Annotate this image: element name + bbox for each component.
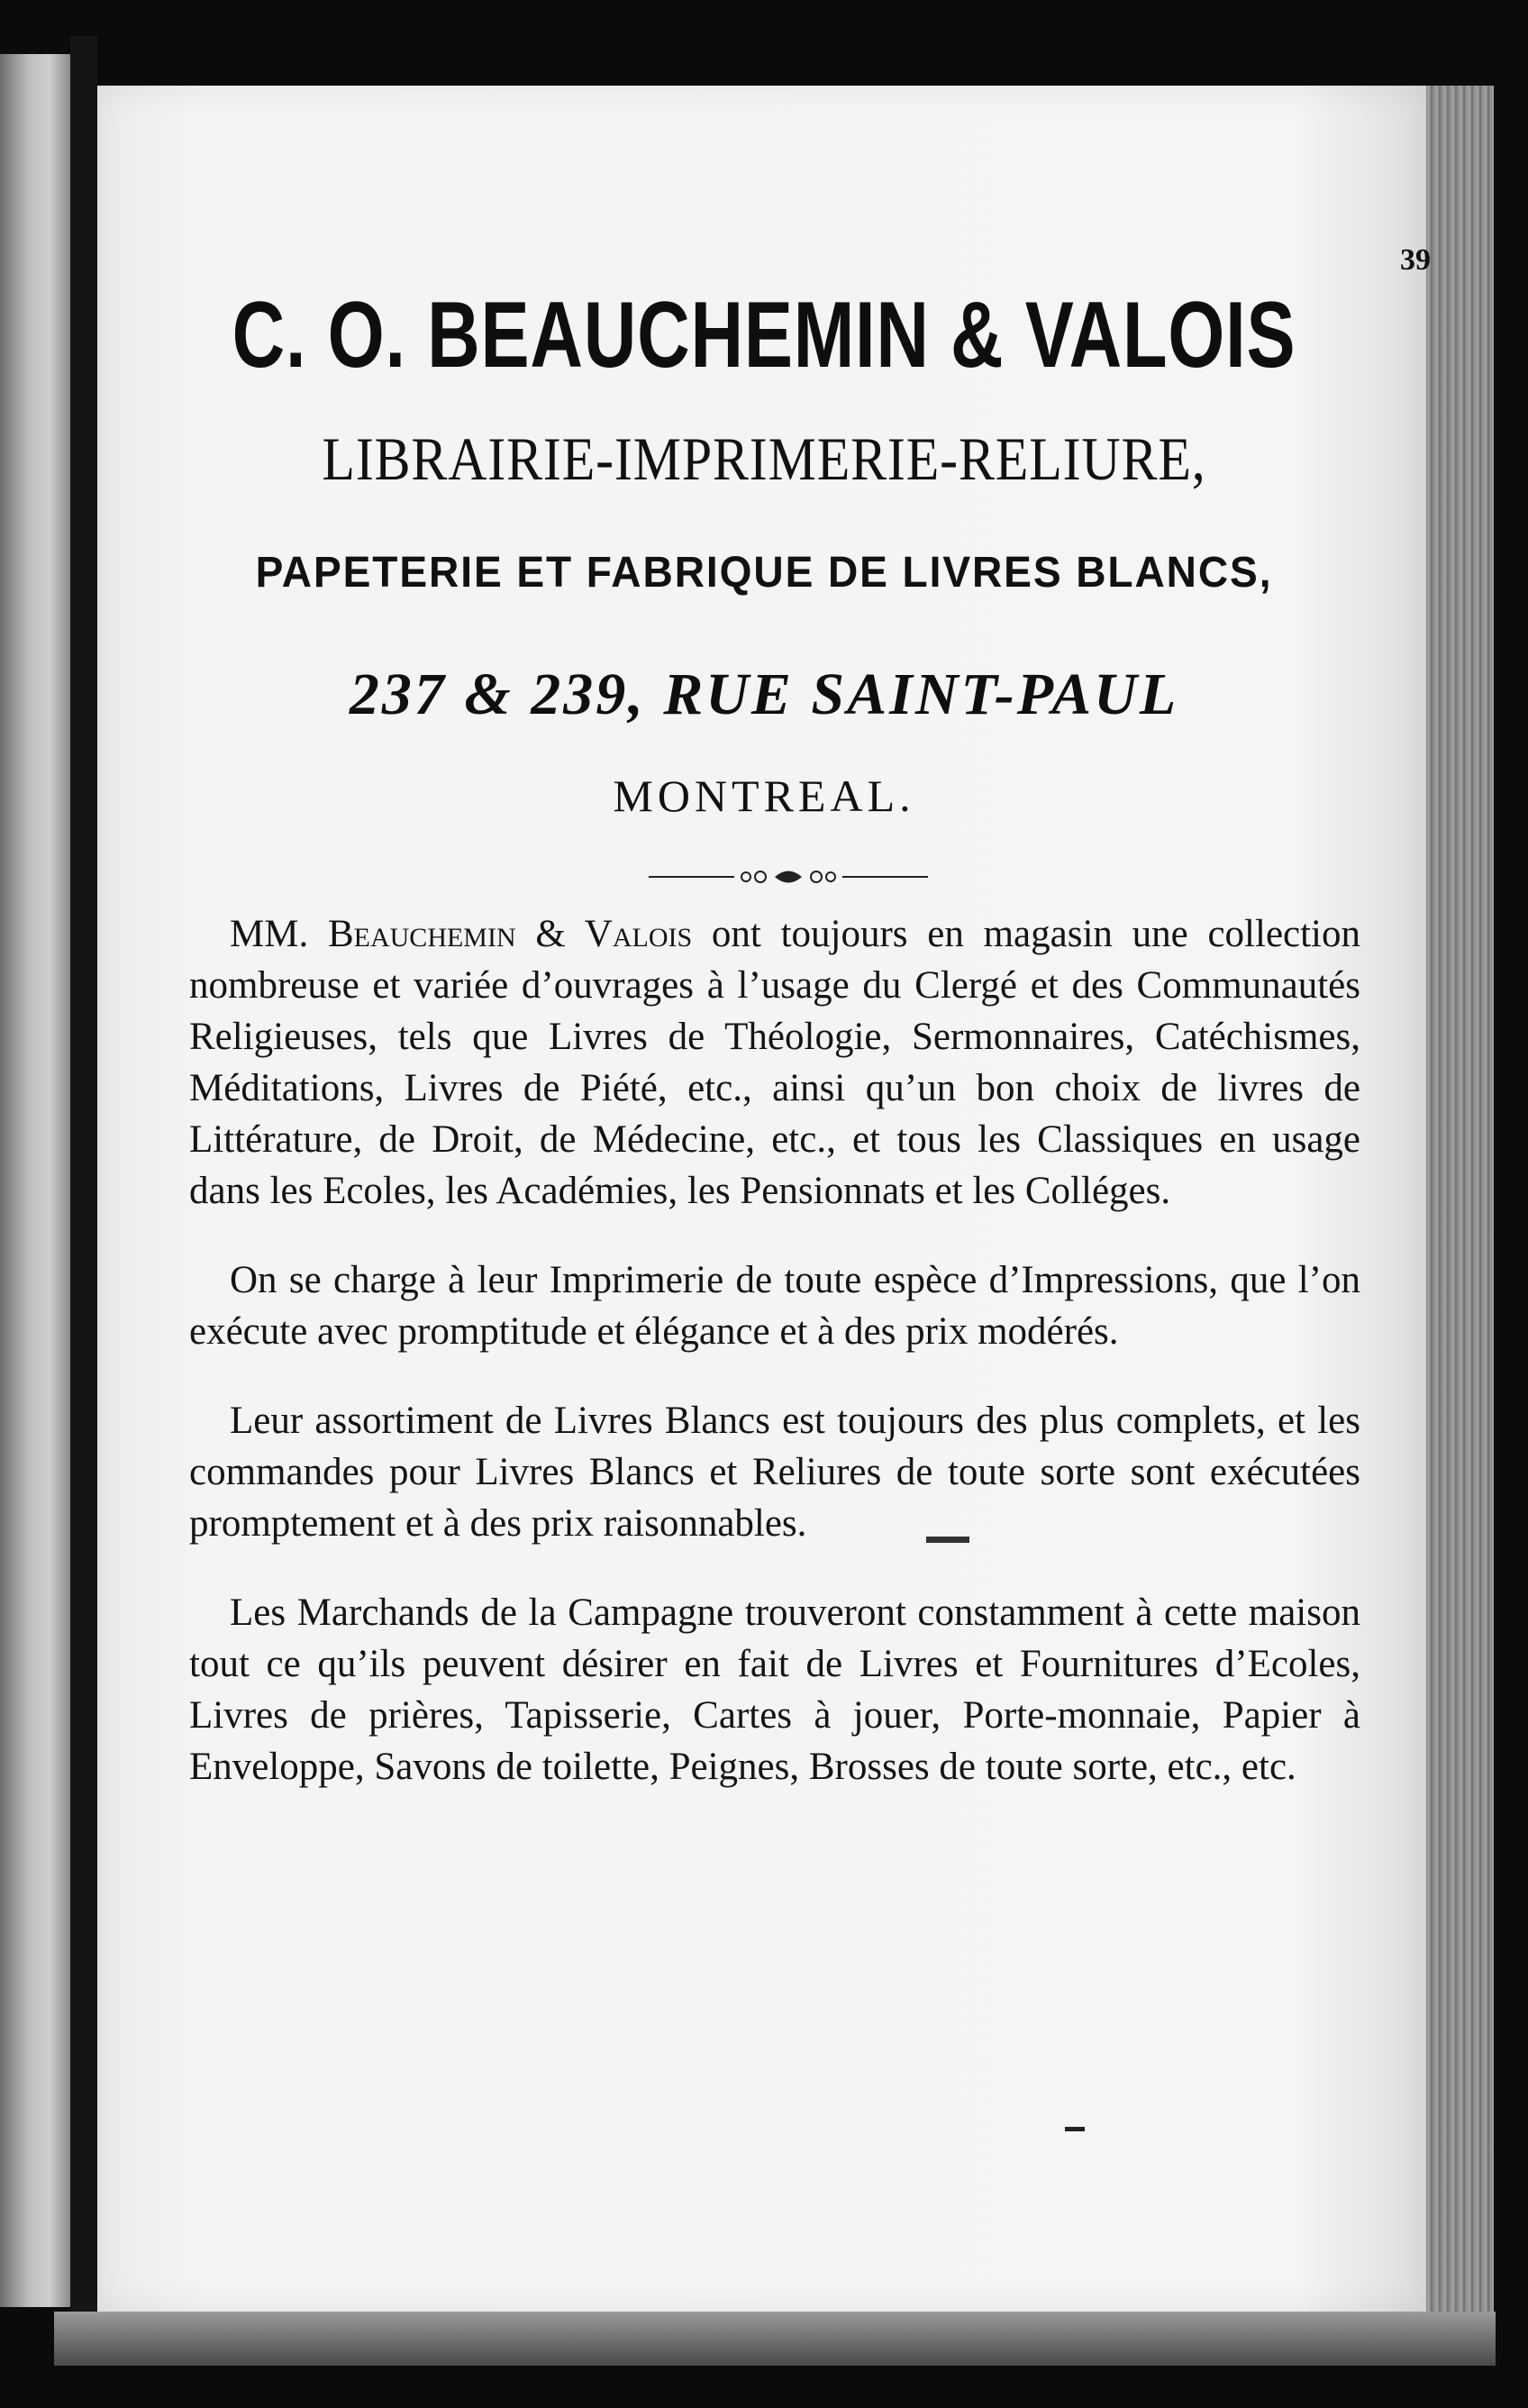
decorative-rule-icon (649, 863, 928, 890)
book-gutter (70, 36, 97, 2343)
print-mark (926, 1537, 969, 1543)
paragraph-1-names: Beauchemin & Valois (327, 913, 693, 955)
paragraph-1-rest: ont toujours en magasin une collection nombreuse et variée d’ouvrages à l’usage du Clergé et des Communautés Religieuses, tels que Livres de Théologie, Sermonnaires, Catéchismes, Méditations, Livres de Piété, etc., ainsi qu’un bon choix de livres de Littérature, de Droit, de Médecine, etc., et tous les Classiques en usage dans les Ecoles, les Académies, les Pensionnats et les Colléges. (189, 913, 1361, 1212)
left-page-edge (0, 54, 70, 2307)
paragraph-1-start: MM. (230, 913, 328, 955)
page-edges (1426, 86, 1494, 2312)
paragraph-3: Leur assortiment de Livres Blancs est toujours des plus complets, et les commandes pour Livres Blancs et Reliures de toute sorte sont exécutées promptement et à des prix raisonnables. (189, 1400, 1360, 1545)
body-text (189, 908, 1360, 1830)
page-subtitle: LIBRAIRIE-IMPRIMERIE-RELIURE, (322, 424, 1206, 493)
business-line: PAPETERIE ET FABRIQUE DE LIVRES BLANCS, (255, 549, 1273, 597)
paragraph-4: Les Marchands de la Campagne trouveront constamment à cette maison tout ce qu’ils peuvent désirer en fait de Livres et Fournitures d’Ecoles, Livres de prières, Tapisserie, Cartes à jouer, Porte-monnaie, Papier à Enveloppe, Savons de toilette, Peignes, Brosses de toute sorte, etc., etc. (189, 1592, 1360, 1788)
page-title: C. O. BEAUCHEMIN & VALOIS (232, 283, 1296, 388)
paragraph-2: On se charge à leur Imprimerie de toute espèce d’Impressions, que l’on exécute avec promptitude et élégance et à des prix modérés. (189, 1259, 1360, 1353)
address: 237 & 239, RUE SAINT-PAUL (349, 661, 1179, 727)
paragraph-1 (189, 908, 1360, 1217)
book-bottom-edge (54, 2312, 1496, 2366)
page-number: 39 (1400, 243, 1431, 277)
print-mark (1065, 2127, 1085, 2131)
city: MONTREAL. (613, 771, 915, 821)
